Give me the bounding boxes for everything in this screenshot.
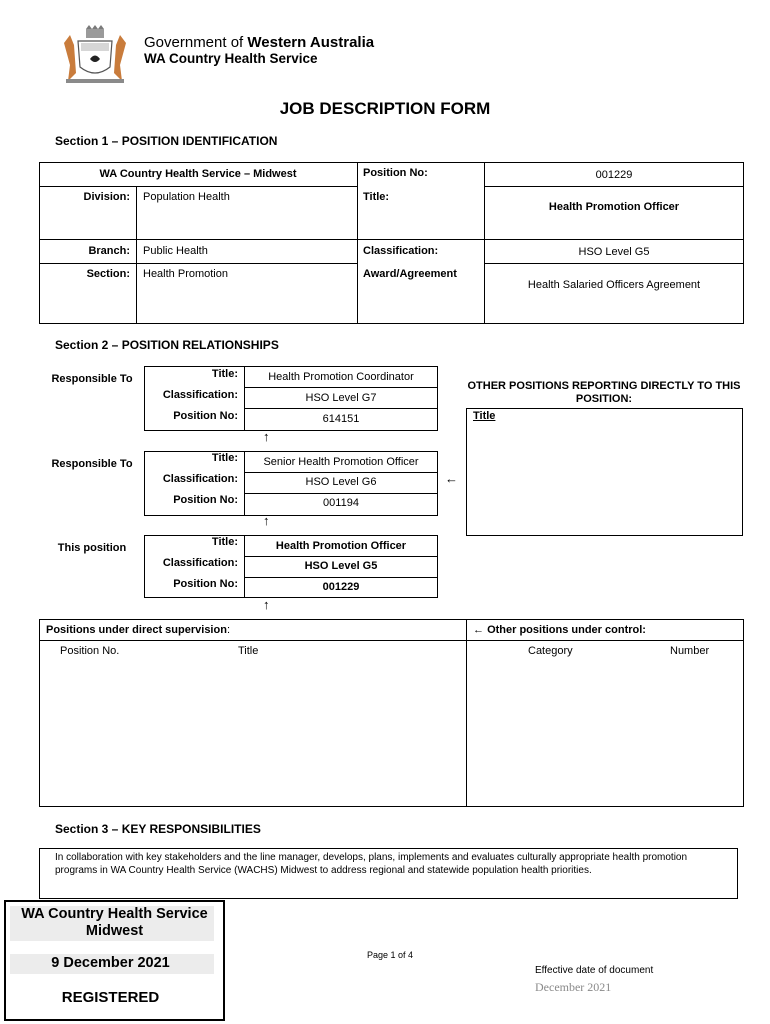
section2-heading: Section 2 – POSITION RELATIONSHIPS	[55, 338, 279, 352]
division-value: Population Health	[143, 191, 230, 203]
arrow-up-icon: ↑	[263, 597, 270, 612]
section-label: Section:	[86, 268, 130, 280]
field-position-no-2: Position No:	[173, 494, 238, 506]
field-title-1: Title:	[211, 368, 238, 380]
stamp-status: REGISTERED	[61, 989, 160, 1006]
org-unit: WA Country Health Service – Midwest	[99, 168, 297, 180]
field-title-3: Title:	[211, 536, 238, 548]
supervisor-classification: HSO Level G7	[305, 392, 377, 404]
under-supervision-colon: :	[226, 624, 230, 636]
branch-value: Public Health	[143, 245, 208, 257]
field-classification-3: Classification:	[162, 557, 238, 569]
col-number: Number	[670, 645, 710, 657]
under-supervision-label: Positions under direct supervision	[46, 624, 227, 636]
field-position-no-1: Position No:	[173, 410, 238, 422]
senior-officer-classification: HSO Level G6	[305, 476, 377, 488]
branch-label: Branch:	[88, 245, 130, 257]
arrow-up-icon: ↑	[263, 513, 270, 528]
effective-label: Effective date of document	[535, 965, 654, 976]
award-label: Award/Agreement	[363, 268, 457, 280]
supervisor-position-no: 614151	[322, 413, 360, 425]
position-no-value: 001229	[595, 169, 633, 181]
arrow-up-icon: ↑	[263, 429, 270, 444]
stamp-line1: WA Country Health Service	[21, 906, 208, 922]
section3-heading: Section 3 – KEY RESPONSIBILITIES	[55, 822, 261, 836]
senior-officer-position-no: 001194	[323, 497, 359, 509]
arrow-left-icon: ←	[445, 471, 458, 486]
stamp-date: 9 December 2021	[51, 955, 170, 971]
section1-heading: Section 1 – POSITION IDENTIFICATION	[55, 134, 278, 148]
responsible-to-label-1: Responsible To	[51, 373, 133, 385]
col-title: Title	[238, 645, 259, 657]
award-value: Health Salaried Officers Agreement	[527, 279, 701, 291]
other-control-label: Other positions under control:	[487, 624, 646, 636]
this-position-title: Health Promotion Officer	[275, 540, 407, 552]
stamp-line2: Midwest	[85, 923, 144, 939]
responsible-to-label-2: Responsible To	[51, 458, 133, 470]
field-title-2: Title:	[211, 452, 238, 464]
col-category: Category	[528, 645, 573, 657]
field-position-no-3: Position No:	[173, 578, 238, 590]
other-positions-title-col: Title	[473, 410, 496, 422]
senior-officer-title: Senior Health Promotion Officer	[263, 456, 419, 468]
government-label: Government of	[144, 34, 248, 51]
this-position-classification: HSO Level G5	[304, 560, 378, 572]
coat-of-arms-logo	[56, 25, 134, 85]
title-label: Title:	[363, 191, 390, 203]
this-position-no: 001229	[322, 581, 360, 593]
page-number: Page 1 of 4	[367, 950, 414, 960]
section-value: Health Promotion	[143, 268, 228, 280]
arrow-left-icon: ←	[473, 624, 484, 636]
state-label: Western Australia	[247, 34, 375, 51]
position-no-label: Position No:	[363, 167, 428, 179]
col-position-no: Position No.	[60, 645, 120, 657]
field-classification-1: Classification:	[162, 389, 238, 401]
title-value: Health Promotion Officer	[548, 201, 680, 213]
other-positions-box	[466, 408, 743, 536]
page-title: JOB DESCRIPTION FORM	[279, 99, 491, 118]
effective-date: December 2021	[535, 980, 612, 994]
classification-label: Classification:	[363, 245, 439, 257]
supervisor-title: Health Promotion Coordinator	[268, 371, 414, 383]
this-position-label: This position	[57, 542, 127, 554]
service-label: WA Country Health Service	[144, 51, 318, 66]
classification-value: HSO Level G5	[578, 246, 650, 258]
field-classification-2: Classification:	[162, 473, 238, 485]
other-positions-heading: OTHER POSITIONS REPORTING DIRECTLY TO THIS POSITION:	[467, 380, 741, 405]
division-label: Division:	[83, 191, 130, 203]
responsibilities-text: In collaboration with key stakeholders and the line manager, develops, plans, implements and evaluates culturally appropriate health promotion programs in WA Country Health Service (WACHS) Midwest to address regional and statewide population health priorities.	[55, 852, 688, 876]
